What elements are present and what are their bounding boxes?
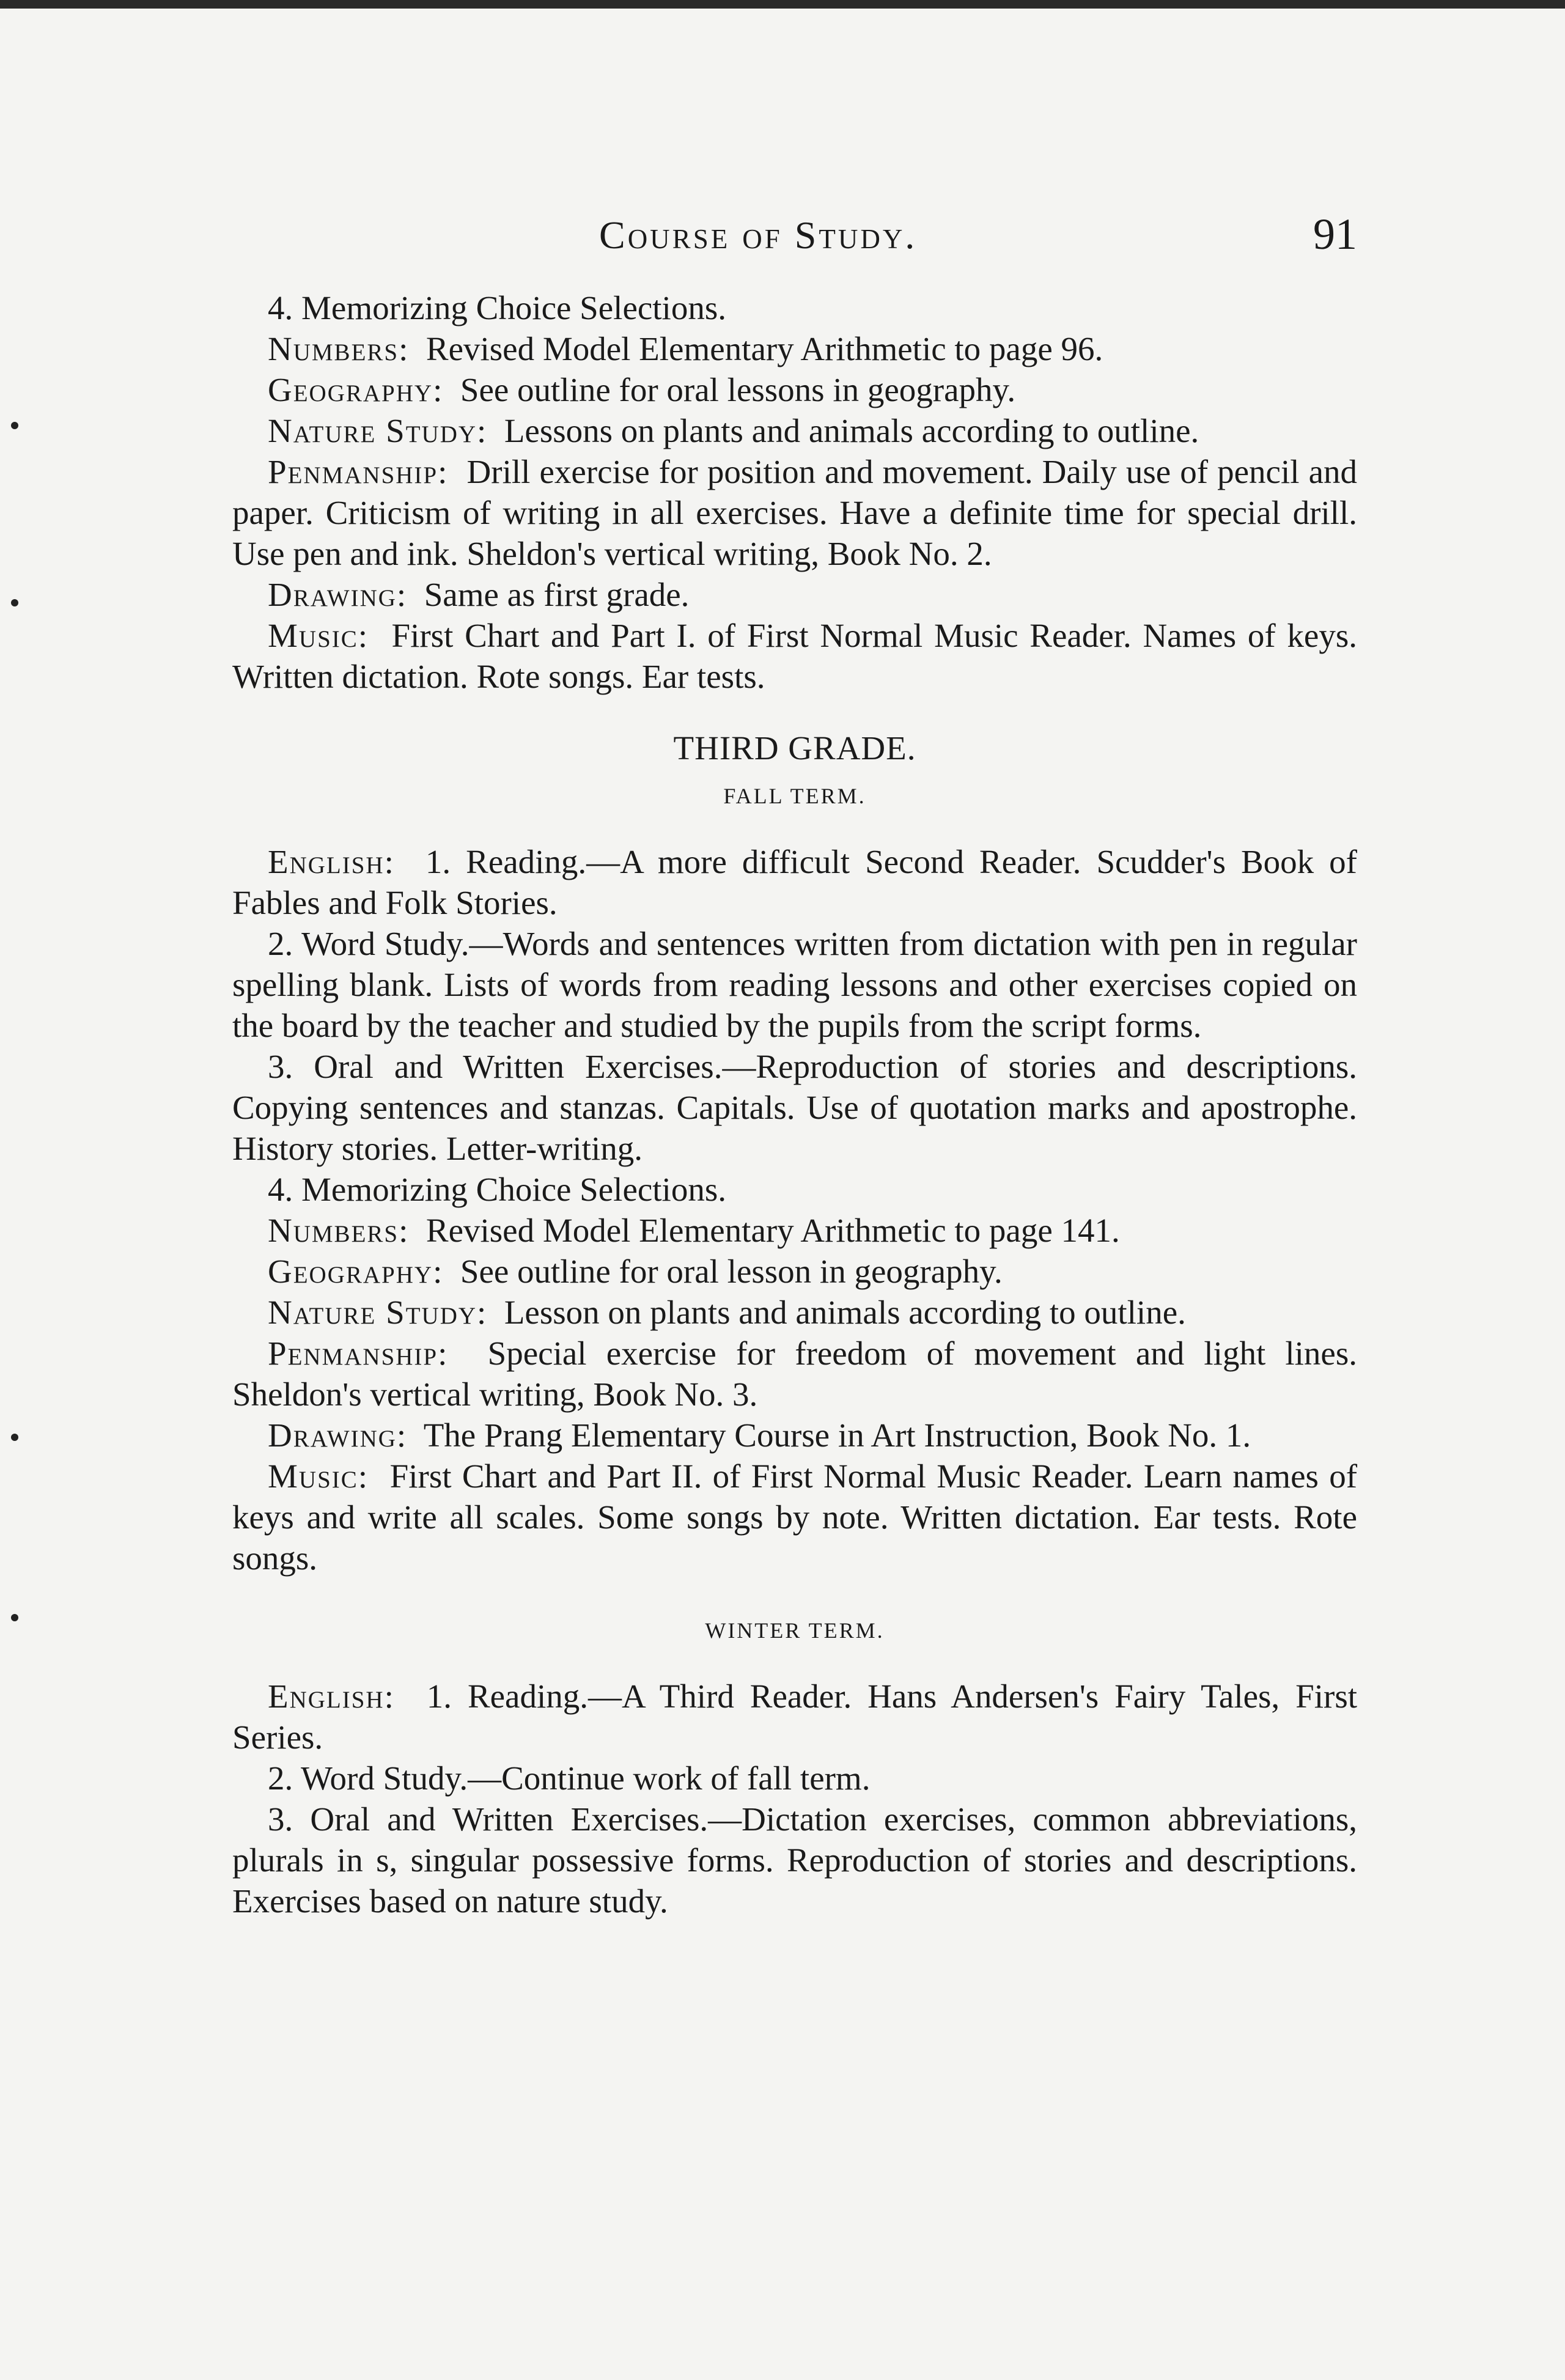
paragraph xyxy=(232,615,1357,697)
paragraph-text: 2. Word Study.—Words and sentences written from dictation with pen in regular spelling blank. Lists of words from reading lessons and other exercises copied on the board by the teacher and studied by the pupils from the script forms. xyxy=(232,925,1357,1044)
running-head: Course of Study. xyxy=(599,213,918,257)
subject-label: Numbers: xyxy=(268,330,410,367)
subject-label: Geography: xyxy=(268,371,444,408)
paragraph-text: 3. Oral and Written Exercises.—Dictation exercises, common abbreviations, plurals in s, singular possessive forms. Reproduction of stories and descriptions. Exercises based on nature study. xyxy=(232,1800,1357,1920)
paragraph-text: Same as first grade. xyxy=(424,576,690,613)
paragraph xyxy=(232,1292,1357,1333)
page-number: 91 xyxy=(1313,210,1357,259)
paragraph xyxy=(232,287,1357,328)
term-heading: WINTER TERM. xyxy=(705,1618,885,1643)
term-heading: FALL TERM. xyxy=(723,784,866,808)
margin-mark xyxy=(11,422,18,429)
page-top-border xyxy=(0,0,1565,9)
paragraph-text: Lesson on plants and animals according to outline. xyxy=(504,1294,1186,1331)
paragraph xyxy=(232,1169,1357,1210)
paragraph xyxy=(232,574,1357,615)
paragraph xyxy=(232,1456,1357,1579)
paragraph-text: See outline for oral lesson in geography. xyxy=(460,1253,1003,1290)
paragraph-text: 1. Reading.—A more difficult Second Reader. Scudder's Book of Fables and Folk Stories. xyxy=(232,843,1357,921)
paragraph-text: Lessons on plants and animals according to outline. xyxy=(504,412,1199,449)
paragraph xyxy=(232,1210,1357,1251)
paragraph-text: First Chart and Part I. of First Normal Music Reader. Names of keys. Written dictation. Rote songs. Ear tests. xyxy=(232,617,1357,695)
subject-label: Music: xyxy=(268,617,369,654)
paragraph xyxy=(232,410,1357,451)
paragraph xyxy=(232,1758,1357,1799)
subject-label: English: xyxy=(268,843,395,880)
subject-label: Drawing: xyxy=(268,1417,408,1454)
subject-label: Numbers: xyxy=(268,1212,410,1249)
paragraph xyxy=(232,1676,1357,1758)
paragraph-text: 1. Reading.—A Third Reader. Hans Andersen's Fairy Tales, First Series. xyxy=(232,1678,1357,1756)
margin-mark xyxy=(11,1614,18,1621)
subject-label: Nature Study: xyxy=(268,1294,488,1331)
subject-label: Geography: xyxy=(268,1253,444,1290)
grade-heading: THIRD GRADE. xyxy=(673,729,916,767)
page-body xyxy=(232,287,1357,1921)
subject-label: Drawing: xyxy=(268,576,408,613)
paragraph xyxy=(232,841,1357,923)
paragraph-text: The Prang Elementary Course in Art Instruction, Book No. 1. xyxy=(423,1417,1251,1454)
paragraph xyxy=(232,451,1357,574)
paragraph-text: 4. Memorizing Choice Selections. xyxy=(268,289,726,326)
subject-label: English: xyxy=(268,1678,395,1715)
subject-label: Nature Study: xyxy=(268,412,488,449)
paragraph-text: Special exercise for freedom of movement and light lines. Sheldon's vertical writing, Book No. 3. xyxy=(232,1335,1357,1413)
paragraph-text: Revised Model Elementary Arithmetic to page 141. xyxy=(425,1212,1120,1249)
paragraph-text: Drill exercise for position and movement. Daily use of pencil and paper. Criticism of writing in all exercises. Have a definite time for special drill. Use pen and ink. Sheldon's vertical writing, Book No. 2. xyxy=(232,453,1357,572)
paragraph xyxy=(232,1415,1357,1456)
paragraph xyxy=(232,369,1357,410)
subject-label: Music: xyxy=(268,1457,369,1495)
paragraph xyxy=(232,1333,1357,1415)
paragraph-text: 3. Oral and Written Exercises.—Reproduction of stories and descriptions. Copying sentences and stanzas. Capitals. Use of quotation marks and apostrophe. History stories. Letter-writing. xyxy=(232,1048,1357,1167)
paragraph xyxy=(232,923,1357,1046)
paragraph-text: See outline for oral lessons in geography. xyxy=(460,371,1016,408)
margin-mark xyxy=(11,1434,18,1441)
margin-mark xyxy=(11,599,18,606)
paragraph xyxy=(232,1251,1357,1292)
section-spacer xyxy=(232,1579,1357,1603)
page-header xyxy=(232,210,1357,268)
paragraph-text: 2. Word Study.—Continue work of fall term. xyxy=(268,1759,871,1797)
paragraph-text: Revised Model Elementary Arithmetic to page 96. xyxy=(425,330,1103,367)
subject-label: Penmanship: xyxy=(268,453,449,490)
paragraph xyxy=(232,1046,1357,1169)
paragraph-text: First Chart and Part II. of First Normal Music Reader. Learn names of keys and write all scales. Some songs by note. Written dictation. Ear tests. Rote songs. xyxy=(232,1457,1358,1577)
paragraph xyxy=(232,328,1357,369)
subject-label: Penmanship: xyxy=(268,1335,449,1372)
paragraph-text: 4. Memorizing Choice Selections. xyxy=(268,1171,726,1208)
paragraph xyxy=(232,1799,1357,1921)
